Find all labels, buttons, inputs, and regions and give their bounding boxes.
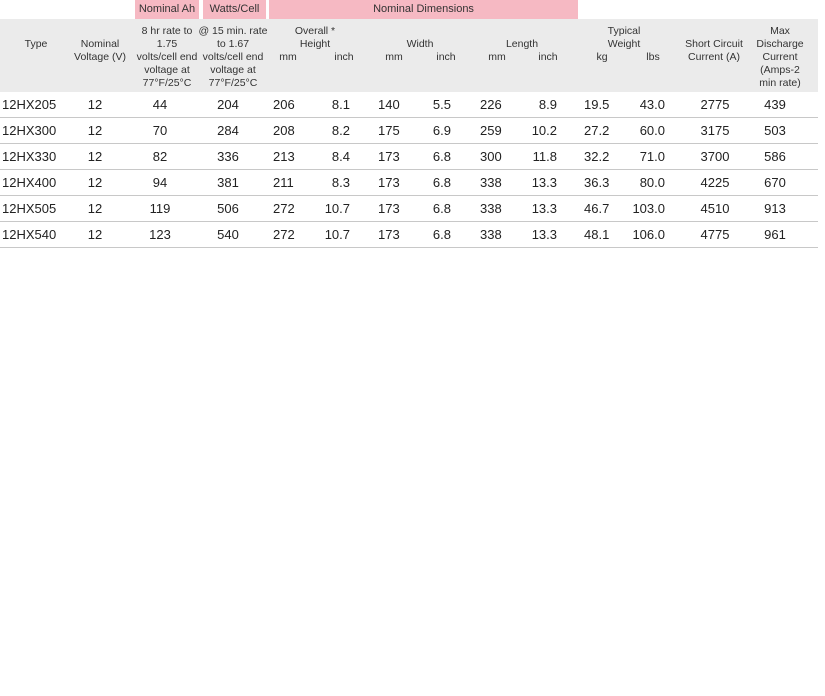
- header-type: Type: [24, 38, 48, 50]
- cell-weight-lbs: 71.0: [639, 149, 665, 164]
- cell-length-mm: 300: [480, 149, 502, 164]
- cell-length-mm: 338: [480, 175, 502, 190]
- cell-voltage: 12: [87, 97, 103, 112]
- cell-type: 12HX330: [2, 149, 57, 164]
- cell-weight-lbs: 103.0: [632, 201, 665, 216]
- cell-height-mm: 208: [273, 123, 295, 138]
- cell-watts: 204: [217, 97, 239, 112]
- cell-width-mm: 173: [378, 175, 400, 190]
- cell-max-discharge: 586: [764, 149, 786, 164]
- cell-width-inch: 6.8: [432, 149, 451, 164]
- cell-short-circuit: 4225: [700, 175, 730, 190]
- cell-width-inch: 6.8: [432, 175, 451, 190]
- cell-short-circuit: 4775: [700, 227, 730, 242]
- header-height-mm: mm: [279, 51, 297, 63]
- cell-weight-lbs: 43.0: [639, 97, 665, 112]
- cell-width-mm: 140: [378, 97, 400, 112]
- cell-length-inch: 8.9: [538, 97, 557, 112]
- cell-length-inch: 10.2: [531, 123, 557, 138]
- cell-length-inch: 11.8: [532, 149, 557, 164]
- cell-height-inch: 8.1: [331, 97, 350, 112]
- cell-width-inch: 6.8: [432, 201, 451, 216]
- cell-ah: 94: [152, 175, 168, 190]
- cell-length-inch: 13.3: [531, 175, 557, 190]
- cell-width-mm: 175: [378, 123, 400, 138]
- cell-short-circuit: 2775: [700, 97, 730, 112]
- cell-length-mm: 259: [480, 123, 502, 138]
- cell-height-inch: 10.7: [324, 227, 350, 242]
- cell-length-mm: 226: [480, 97, 502, 112]
- cell-width-inch: 6.9: [432, 123, 451, 138]
- cell-max-discharge: 503: [764, 123, 786, 138]
- header-weight-kg: kg: [596, 51, 608, 63]
- header-width: Width: [406, 38, 434, 50]
- cell-height-mm: 213: [273, 149, 295, 164]
- table-row: [0, 170, 818, 196]
- cell-type: 12HX540: [2, 227, 57, 242]
- cell-type: 12HX205: [2, 97, 57, 112]
- cell-height-mm: 206: [273, 97, 295, 112]
- cell-watts: 284: [217, 123, 239, 138]
- table-row: [0, 222, 818, 248]
- header-width-mm: mm: [385, 51, 403, 63]
- cell-type: 12HX300: [2, 123, 57, 138]
- cell-width-mm: 173: [378, 201, 400, 216]
- table-row: [0, 144, 818, 170]
- cell-ah: 44: [152, 97, 168, 112]
- header-width-inch: inch: [436, 51, 456, 63]
- header-overall-height: Overall * Height: [294, 25, 336, 50]
- header-short-circuit: Short Circuit Current (A): [685, 38, 743, 63]
- table-row: [0, 196, 818, 222]
- table-row: [0, 118, 818, 144]
- cell-length-mm: 338: [480, 201, 502, 216]
- cell-voltage: 12: [87, 149, 103, 164]
- cell-voltage: 12: [87, 175, 103, 190]
- cell-weight-kg: 46.7: [584, 201, 610, 216]
- cell-max-discharge: 961: [764, 227, 786, 242]
- cell-short-circuit: 4510: [700, 201, 730, 216]
- header-length: Length: [505, 38, 539, 50]
- data-table: [0, 92, 818, 248]
- cell-max-discharge: 913: [764, 201, 786, 216]
- band-watts-cell: Watts/Cell: [203, 0, 266, 19]
- cell-width-mm: 173: [378, 149, 400, 164]
- cell-height-mm: 211: [273, 175, 294, 190]
- cell-watts: 336: [217, 149, 239, 164]
- cell-height-mm: 272: [273, 227, 295, 242]
- cell-width-inch: 5.5: [432, 97, 451, 112]
- cell-height-inch: 8.4: [331, 149, 350, 164]
- cell-weight-kg: 27.2: [584, 123, 610, 138]
- cell-weight-kg: 19.5: [584, 97, 610, 112]
- header-watts-desc: @ 15 min. rate to 1.67 volts/cell end voltage at 77°F/25°C: [198, 25, 268, 89]
- cell-short-circuit: 3175: [700, 123, 730, 138]
- cell-width-inch: 6.8: [432, 227, 451, 242]
- cell-short-circuit: 3700: [700, 149, 730, 164]
- cell-ah: 119: [149, 201, 171, 216]
- cell-ah: 70: [152, 123, 168, 138]
- header-length-inch: inch: [538, 51, 558, 63]
- band-nominal-dimensions: Nominal Dimensions: [269, 0, 578, 19]
- cell-type: 12HX400: [2, 175, 57, 190]
- cell-width-mm: 173: [378, 227, 400, 242]
- cell-length-inch: 13.3: [531, 201, 557, 216]
- cell-height-inch: 10.7: [324, 201, 350, 216]
- cell-type: 12HX505: [2, 201, 57, 216]
- cell-watts: 506: [217, 201, 239, 216]
- cell-voltage: 12: [87, 201, 103, 216]
- cell-height-inch: 8.2: [331, 123, 350, 138]
- cell-watts: 540: [217, 227, 239, 242]
- header-weight-lbs: lbs: [646, 51, 660, 63]
- cell-weight-kg: 48.1: [584, 227, 610, 242]
- cell-voltage: 12: [87, 227, 103, 242]
- cell-height-inch: 8.3: [331, 175, 350, 190]
- cell-length-inch: 13.3: [531, 227, 557, 242]
- cell-height-mm: 272: [273, 201, 295, 216]
- cell-max-discharge: 670: [764, 175, 786, 190]
- cell-length-mm: 338: [480, 227, 502, 242]
- header-max-discharge: Max Discharge Current (Amps-2 min rate): [756, 25, 804, 89]
- cell-max-discharge: 439: [764, 97, 786, 112]
- cell-weight-lbs: 80.0: [639, 175, 665, 190]
- header-nominal-voltage: Nominal Voltage (V): [74, 38, 126, 63]
- header-ah-desc: 8 hr rate to 1.75 volts/cell end voltage at 77°F/25°C: [136, 25, 198, 89]
- table-row: [0, 92, 818, 118]
- cell-weight-lbs: 106.0: [632, 227, 665, 242]
- header-height-inch: inch: [334, 51, 354, 63]
- cell-voltage: 12: [87, 123, 103, 138]
- cell-ah: 82: [152, 149, 168, 164]
- band-nominal-ah: Nominal Ah: [135, 0, 199, 19]
- cell-weight-kg: 32.2: [584, 149, 610, 164]
- cell-weight-kg: 36.3: [584, 175, 610, 190]
- cell-ah: 123: [149, 227, 171, 242]
- header-length-mm: mm: [488, 51, 506, 63]
- cell-watts: 381: [217, 175, 239, 190]
- cell-weight-lbs: 60.0: [639, 123, 665, 138]
- header-typical-weight: Typical Weight: [607, 25, 641, 50]
